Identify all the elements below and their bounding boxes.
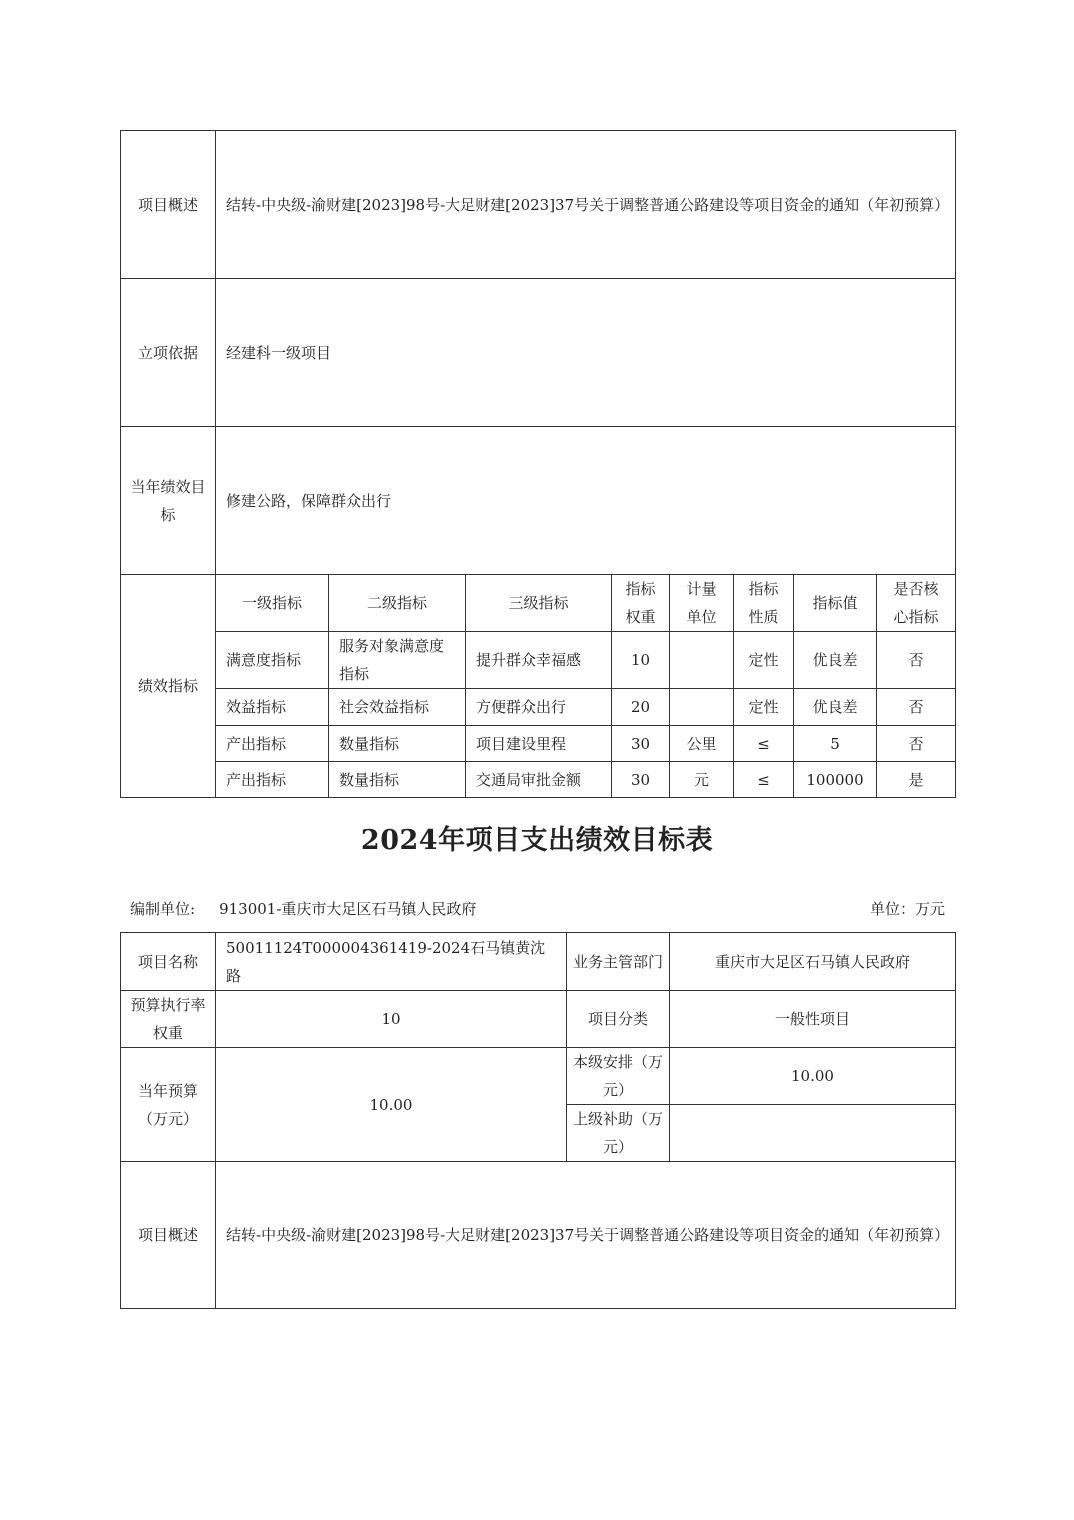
upper-value	[670, 1105, 956, 1162]
perf-label: 绩效指标	[121, 575, 216, 798]
perf-cell: 定性	[734, 689, 794, 726]
perf-cell: 提升群众幸福感	[466, 632, 612, 689]
perf-cell: 产出指标	[216, 762, 329, 798]
unit-label: 单位：万元	[869, 900, 945, 918]
perf-cell: 项目建设里程	[466, 726, 612, 762]
rate-value: 10	[216, 991, 567, 1048]
local-value: 10.00	[670, 1048, 956, 1105]
perf-header: 指标性质	[734, 575, 794, 632]
perf-cell: 优良差	[794, 632, 877, 689]
upper-label: 上级补助（万元）	[567, 1105, 670, 1162]
perf-cell: 方便群众出行	[466, 689, 612, 726]
overview-text-2: 结转-中央级-渝财建[2023]98号-大足财建[2023]37号关于调整普通公路建设等项目资金的通知（年初预算）	[216, 1162, 956, 1309]
table-row	[121, 632, 956, 689]
perf-cell: 优良差	[794, 689, 877, 726]
perf-header: 指标权重	[612, 575, 670, 632]
table-row	[121, 726, 956, 762]
budget-value: 10.00	[216, 1048, 567, 1162]
perf-cell: 30	[612, 726, 670, 762]
compile-unit-value: 913001-重庆市大足区石马镇人民政府	[219, 900, 477, 918]
perf-header: 指标值	[794, 575, 877, 632]
project-name-value: 50011124T000004361419-2024石马镇黄沈路	[216, 933, 567, 991]
project-info-table-2	[120, 932, 956, 1309]
perf-cell: 100000	[794, 762, 877, 798]
local-label: 本级安排（万元）	[567, 1048, 670, 1105]
perf-cell: 是	[877, 762, 956, 798]
page-title: 2024年项目支出绩效目标表	[360, 825, 714, 856]
perf-cell: 效益指标	[216, 689, 329, 726]
category-value: 一般性项目	[670, 991, 956, 1048]
goal-text: 修建公路，保障群众出行	[216, 427, 956, 575]
perf-cell: 服务对象满意度指标	[329, 632, 466, 689]
perf-cell: 数量指标	[329, 762, 466, 798]
perf-cell	[670, 689, 734, 726]
perf-cell: 公里	[670, 726, 734, 762]
goal-label: 当年绩效目标	[121, 427, 216, 575]
budget-label: 当年预算（万元）	[121, 1048, 216, 1162]
compile-unit-line	[130, 897, 945, 921]
perf-header: 是否核心指标	[877, 575, 956, 632]
perf-header: 二级指标	[329, 575, 466, 632]
basis-text: 经建科一级项目	[216, 279, 956, 427]
perf-cell: 数量指标	[329, 726, 466, 762]
perf-cell: 30	[612, 762, 670, 798]
dept-label: 业务主管部门	[567, 933, 670, 991]
perf-cell: 元	[670, 762, 734, 798]
table-row	[121, 689, 956, 726]
perf-cell: 20	[612, 689, 670, 726]
table-row	[121, 762, 956, 798]
perf-header: 一级指标	[216, 575, 329, 632]
perf-cell: 交通局审批金额	[466, 762, 612, 798]
perf-cell: 社会效益指标	[329, 689, 466, 726]
perf-cell: 否	[877, 689, 956, 726]
compile-unit-label: 编制单位:	[130, 900, 196, 918]
project-info-table-1	[120, 130, 956, 798]
perf-cell: 否	[877, 632, 956, 689]
perf-cell: ≤	[734, 762, 794, 798]
rate-label: 预算执行率权重	[121, 991, 216, 1048]
project-name-label: 项目名称	[121, 933, 216, 991]
perf-cell: 否	[877, 726, 956, 762]
overview-label: 项目概述	[121, 131, 216, 279]
perf-cell: ≤	[734, 726, 794, 762]
basis-label: 立项依据	[121, 279, 216, 427]
perf-cell: 定性	[734, 632, 794, 689]
perf-cell: 产出指标	[216, 726, 329, 762]
category-label: 项目分类	[567, 991, 670, 1048]
perf-header: 三级指标	[466, 575, 612, 632]
overview-label-2: 项目概述	[121, 1162, 216, 1309]
perf-cell: 满意度指标	[216, 632, 329, 689]
dept-value: 重庆市大足区石马镇人民政府	[670, 933, 956, 991]
perf-cell	[670, 632, 734, 689]
overview-text: 结转-中央级-渝财建[2023]98号-大足财建[2023]37号关于调整普通公路建设等项目资金的通知（年初预算）	[216, 131, 956, 279]
perf-cell: 5	[794, 726, 877, 762]
perf-cell: 10	[612, 632, 670, 689]
perf-header: 计量单位	[670, 575, 734, 632]
